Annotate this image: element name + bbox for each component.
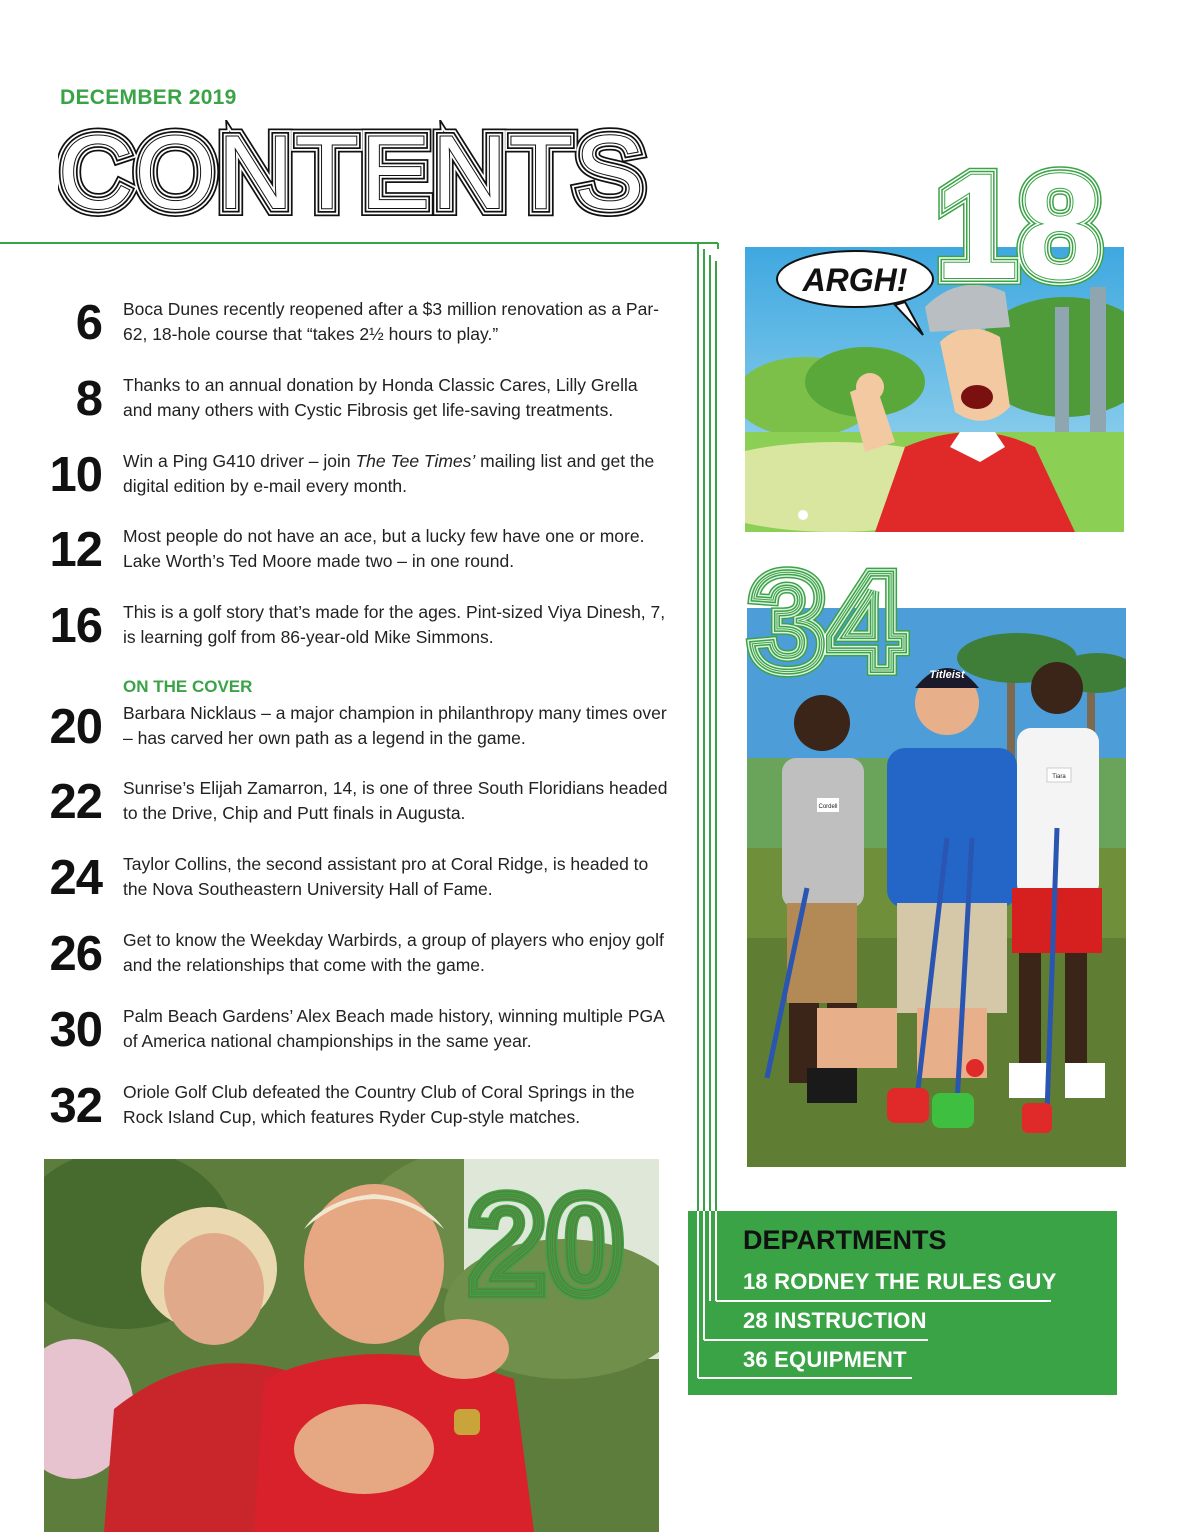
page-number: 6 <box>75 296 102 350</box>
entry-description: Palm Beach Gardens’ Alex Beach made history, winning multiple PGA of America national championships in the same year. <box>123 1006 664 1051</box>
list-item[interactable] <box>0 600 690 660</box>
entry-description: Barbara Nicklaus – a major champion in philanthropy many times over – has carved her own path as a legend in the game. <box>123 703 667 748</box>
page-number: 22 <box>49 775 102 829</box>
entry-description: This is a golf story that’s made for the ages. Pint-sized Viya Dinesh, 7, is learning golf from 86-year-old Mike Simmons. <box>123 602 666 647</box>
cover-label: ON THE COVER <box>123 677 253 696</box>
svg-text:Tiara: Tiara <box>1052 774 1066 780</box>
list-item[interactable] <box>0 1004 690 1064</box>
svg-text:Cordell: Cordell <box>818 804 838 810</box>
entry-description: Oriole Golf Club defeated the Country Club of Coral Springs in the Rock Island Cup, which features Ryder Cup-style matches. <box>123 1082 635 1127</box>
page-number: 30 <box>49 1003 102 1057</box>
entry-description: Get to know the Weekday Warbirds, a group of players who enjoy golf and the relationships that come with the game. <box>123 930 664 975</box>
entry-description: Sunrise’s Elijah Zamarron, 14, is one of three South Floridians headed to the Drive, Chip and Putt finals in Augusta. <box>123 778 668 823</box>
list-item[interactable] <box>0 297 690 357</box>
entry-description: Boca Dunes recently reopened after a $3 million renovation as a Par-62, 18-hole course that “takes 2½ hours to play.” <box>123 299 659 344</box>
page-number: 26 <box>49 927 102 981</box>
page-number: 20 <box>49 700 102 754</box>
page-number-18-graphic <box>935 140 1115 290</box>
kids-golf-photo[interactable] <box>747 608 1126 1167</box>
entry-description: Thanks to an annual donation by Honda Classic Cares, Lilly Grella and many others with Cystic Fibrosis get life-saving treatments. <box>123 375 638 420</box>
page-number: 32 <box>49 1079 102 1133</box>
svg-text:Titleist: Titleist <box>929 669 965 681</box>
department-item-equipment[interactable]: 36 EQUIPMENT <box>743 1347 907 1372</box>
page-number: 10 <box>49 448 102 502</box>
list-item[interactable] <box>0 852 690 912</box>
entry-description: Taylor Collins, the second assistant pro at Coral Ridge, is headed to the Nova Southeastern University Hall of Fame. <box>123 854 649 899</box>
page-number: 16 <box>49 599 102 653</box>
list-item[interactable] <box>0 449 690 509</box>
entry-description: Most people do not have an ace, but a lucky few have one or more. Lake Worth’s Ted Moore made two – in one round. <box>123 526 645 571</box>
list-item[interactable] <box>0 373 690 433</box>
svg-text:ARGH!: ARGH! <box>802 262 908 298</box>
department-item-rules[interactable]: 18 RODNEY THE RULES GUY <box>743 1269 1057 1294</box>
department-item-instruction[interactable]: 28 INSTRUCTION <box>743 1308 927 1333</box>
page-number: 8 <box>75 372 102 426</box>
list-item[interactable] <box>0 701 690 761</box>
list-item[interactable] <box>0 928 690 988</box>
list-item[interactable] <box>0 776 690 836</box>
issue-date: DECEMBER 2019 <box>60 86 237 109</box>
entry-description: Win a Ping G410 driver – join The Tee Times’ mailing list and get the digital edition by e-mail every month. <box>123 451 655 496</box>
page-number-34-graphic: 34 <box>745 545 925 685</box>
page-number: 12 <box>49 523 102 577</box>
departments-title: DEPARTMENTS <box>743 1225 947 1255</box>
list-item[interactable] <box>0 1080 690 1140</box>
list-item[interactable] <box>0 524 690 584</box>
page-number-20-graphic: 20 <box>468 1165 648 1305</box>
page-number: 24 <box>49 851 102 905</box>
